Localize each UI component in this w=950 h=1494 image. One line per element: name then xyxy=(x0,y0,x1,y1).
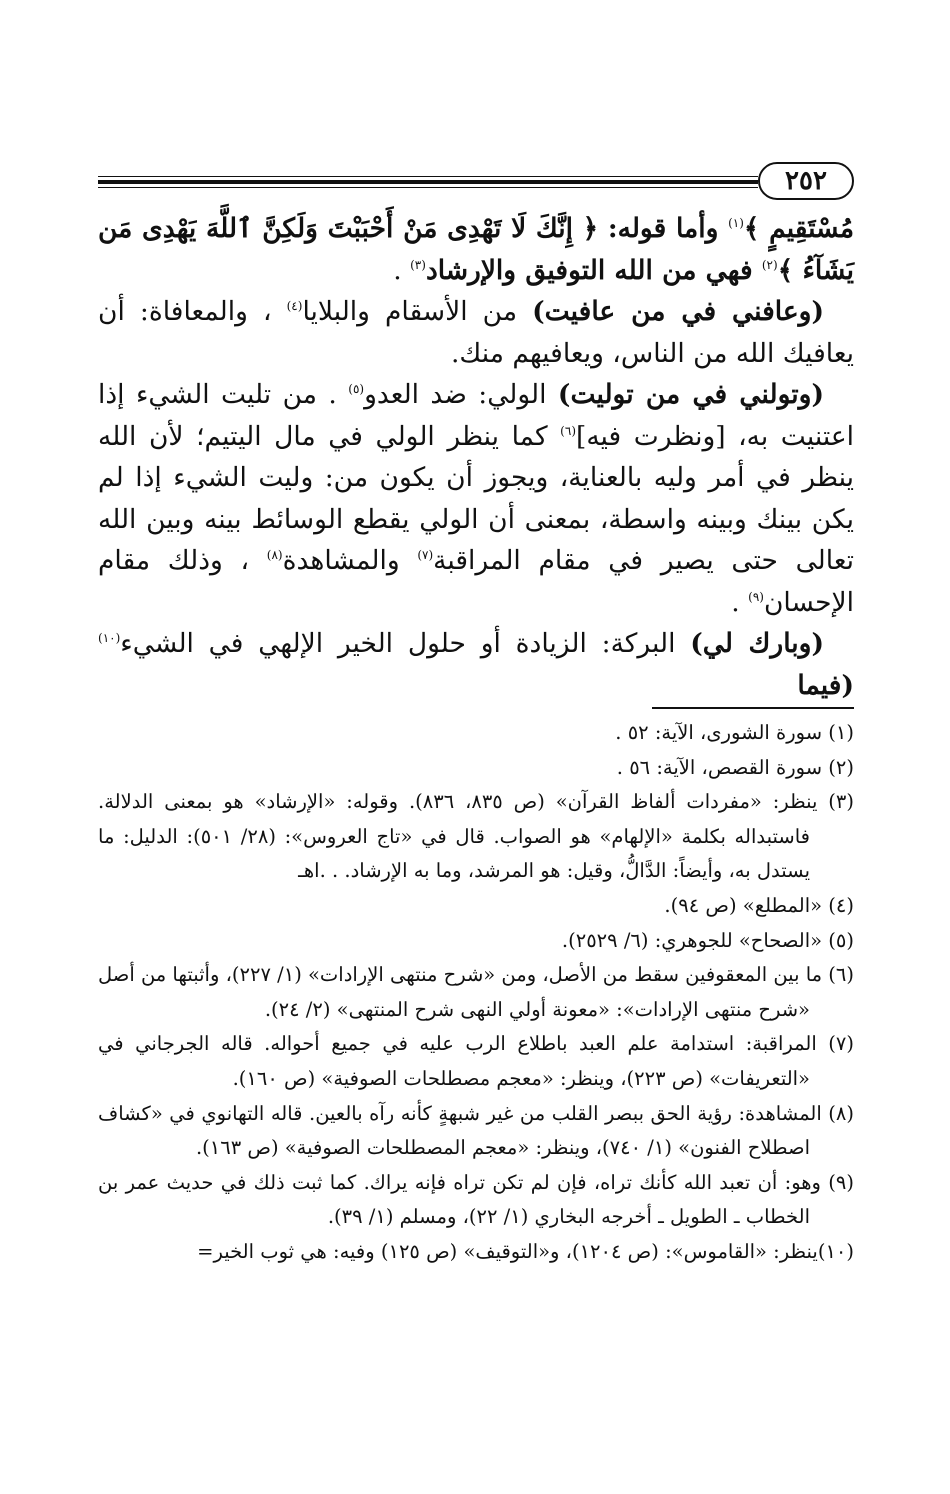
footnote-separator xyxy=(652,707,854,709)
footnote-marker: (٣) xyxy=(410,257,426,272)
footnote-item: (٤) «المطلع» (ص ٩٤). xyxy=(664,893,854,917)
body-text: كما ينظر الولي في مال اليتيم؛ لأن الله ينظر في أمر وليه بالعناية، ويجوز أن يكون من: وليت الشيء إذا لم يكن بينك وبينه واسطة، بمعنى أن الولي يقطع الوسائط بينه وبين الله تعالى حتى يصير في مقام المراقبة xyxy=(98,420,854,576)
bold-text: (فيما xyxy=(797,669,854,701)
footnote-item: (١) سورة الشورى، الآية: ٥٢ . xyxy=(615,721,854,744)
body-text: . xyxy=(731,586,749,618)
footnote-item: (٧) المراقبة: استدامة علم العبد باطلاع الرب عليه في جميع أحواله. قاله الجرجاني في «التعريفات» (ص ٢٢٣)، وينظر: «معجم مصطلحات الصوفية» (ص ١٦٠). xyxy=(98,1032,854,1090)
footnote-item: (٦) ما بين المعقوفين سقط من الأصل، ومن «شرح منتهى الإرادات» (١/ ٢٢٧)، وأثبتها من أصل «شرح منتهى الإرادات»: «معونة أولي النهى شرح المنتهى» (٢/ ٢٤). xyxy=(98,963,854,1021)
page-header xyxy=(98,162,854,202)
main-paragraph xyxy=(98,208,854,291)
bold-text: وأما قوله: xyxy=(598,213,729,244)
footnote-item: (٣) ينظر: «مفردات ألفاظ القرآن» (ص ٨٣٥، ٨٣٦). وقوله: «الإرشاد» هو بمعنى الدلالة. فاستبداله بكلمة «الإلهام» هو الصواب. قال في «تاج العروس»: (٢٨/ ٥٠١): الدليل: ما يستدل به، وأيضاً: الدَّالُّ، وقيل: هو المرشد، وما به الإرشاد. . .اهـ xyxy=(98,790,854,883)
bold-text: ﴿ إِنَّكَ لَا تَهْدِى مَنْ أَحْبَبْتَ وَلَكِنَّ ٱللَّهَ يَهْدِى مَن يَشَآءُ ﴾ xyxy=(98,213,854,286)
main-text xyxy=(98,208,854,706)
header-rule xyxy=(98,176,758,177)
body-text: . xyxy=(393,254,411,286)
footnote-marker: (٦) xyxy=(560,423,576,438)
body-text: ، والمعافاة: أن يعافيك الله من الناس، ويعافيهم منك. xyxy=(98,296,854,369)
footnote-item: (٢) سورة القصص، الآية: ٥٦ . xyxy=(616,755,854,779)
bold-text: فهي من الله التوفيق والإرشاد xyxy=(425,254,762,286)
body-text: والمشاهدة xyxy=(282,545,418,576)
body-text: الولي: ضد العدو xyxy=(364,379,558,410)
footnote-marker: (٥) xyxy=(348,382,365,397)
footnote-marker: (١٠) xyxy=(98,631,121,646)
body-text: ، وذلك مقام الإحسان xyxy=(98,545,854,618)
footnote-marker: (٢) xyxy=(761,257,778,272)
footnote-marker: (١) xyxy=(728,216,744,231)
body-text: البركة: الزيادة أو حلول الخير الإلهي في الشيء xyxy=(120,628,691,659)
header-rule xyxy=(98,180,758,184)
footnote-item: (٩) وهو: أن تعبد الله كأنك تراه، فإن لم تكن تراه فإنه يراك. كما ثبت ذلك في حديث عمر بن الخطاب ـ الطويل ـ أخرجه البخاري (١/ ٢٢)، ومسلم (١/ ٣٩). xyxy=(98,1170,854,1229)
main-paragraph xyxy=(98,291,854,374)
footnotes xyxy=(98,716,854,1270)
body-text: . من تليت الشيء إذا اعتنيت به، [ونظرت فيه] xyxy=(98,379,854,452)
bold-text: مُسْتَقِيمٍ ﴾ xyxy=(743,213,855,244)
footnote-item: (٨) المشاهدة: رؤية الحق ببصر القلب من غير شبهةٍ كأنه رآه بالعين. قاله التهانوي في «كشاف اصطلاح الفنون» (١/ ٧٤٠)، وينظر: «معجم المصطلحات الصوفية» (ص ١٦٣). xyxy=(98,1101,854,1160)
footnote-marker: (٤) xyxy=(286,299,303,314)
bold-text: (وتولني في من توليت) xyxy=(557,379,824,410)
page-number: ٢٥٢ xyxy=(758,162,854,200)
header-rule xyxy=(98,187,758,188)
footnote-marker: (٨) xyxy=(266,548,283,563)
bold-text: (وعافني في من عافيت) xyxy=(532,296,824,327)
footnote-marker: (٧) xyxy=(417,548,434,563)
main-paragraph xyxy=(98,374,854,623)
footnote-item: (١٠)ينظر: «القاموس»: (ص ١٢٠٤)، و«التوقيف» (ص ١٢٥) وفيه: هي ثوب الخير= xyxy=(197,1239,854,1263)
footnote-marker: (٩) xyxy=(748,589,764,604)
main-paragraph xyxy=(98,623,854,706)
body-text: من الأسقام والبلايا xyxy=(302,296,533,327)
bold-text: (وبارك لي) xyxy=(690,628,824,659)
footnote-item: (٥) «الصحاح» للجوهري: (٦/ ٢٥٢٩). xyxy=(561,928,854,952)
